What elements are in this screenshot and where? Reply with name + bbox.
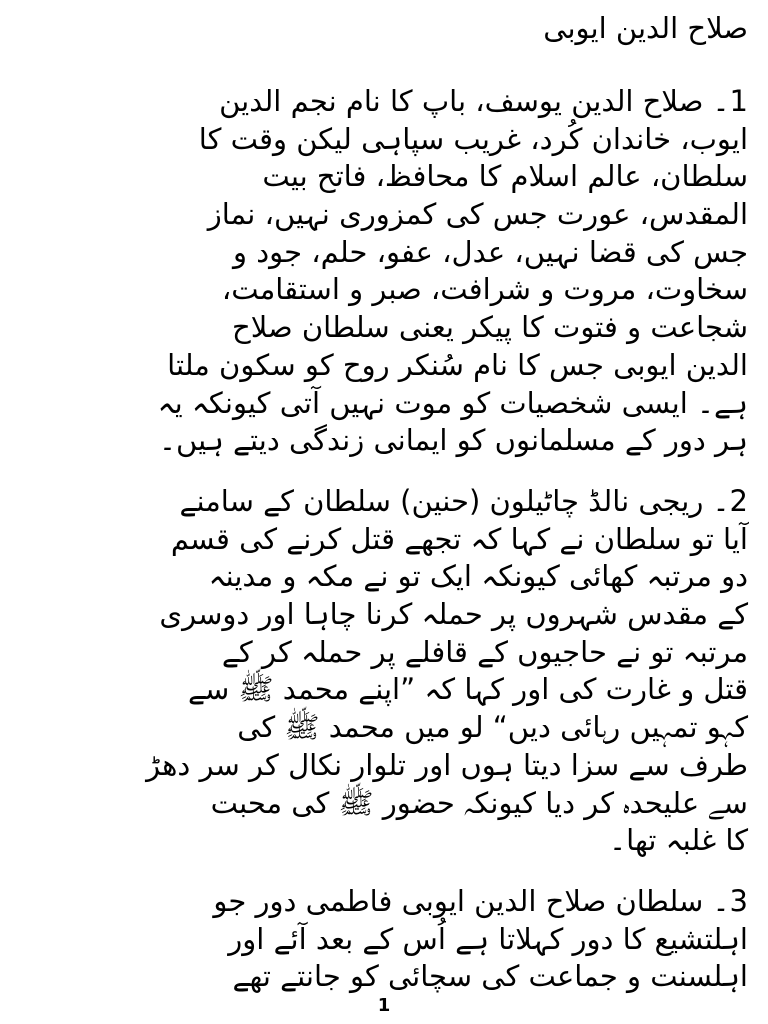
text-line: ہے۔ ایسی شخصیات کو موت نہیں آتی کیونکہ یہ <box>157 385 748 420</box>
text-line: آیا تو سلطان نے کہا کہ تجھے قتل کرنے کی قسم <box>170 521 748 556</box>
text-line: ہر دور کے مسلمانوں کو ایمانی زندگی دیتے ہیں۔ <box>159 423 748 458</box>
text-line: 2۔ ریجی نالڈ چاٹیلون (حنین) سلطان کے سامنے <box>179 484 748 518</box>
text-line: جس کی قضا نہیں، عدل، عفو، حلم، جود و <box>232 234 748 269</box>
text-line: کا غلبہ تھا۔ <box>609 823 748 858</box>
text-line: اہلتشیع کا دور کہلاتا ہے اُس کے بعد آئے اور <box>228 921 748 956</box>
paragraph-2 <box>8 483 748 860</box>
text-line: شجاعت و فتوت کا پیکر یعنی سلطان صلاح <box>232 310 748 345</box>
text-line: سے علیحدہ کر دیا کیونکہ حضور ﷺ کی محبت <box>210 785 748 820</box>
text-line: ایوب، خاندان کُرد، غریب سپاہی لیکن وقت کا <box>198 121 748 156</box>
text-line: اہلسنت و جماعت کی سچائی کو جانتے تھے <box>232 959 748 994</box>
text-line: 1۔ صلاح الدین یوسف، باپ کا نام نجم الدین <box>219 84 748 118</box>
paragraph-3 <box>8 883 748 996</box>
text-line: سلطان، عالم اسلام کا محافظ، فاتح بیت <box>262 159 748 194</box>
text-line: کہو تمہیں رہائی دیں“ لو میں محمد ﷺ کی <box>237 710 748 745</box>
document-title: صلاح الدین ایوبی <box>543 11 748 45</box>
text-line: دو مرتبہ کھائی کیونکہ ایک تو نے مکہ و مدینہ <box>208 559 748 594</box>
text-line: الدین ایوبی جس کا نام سُنکر روح کو سکون ملتا <box>167 347 748 382</box>
page-number: 1 <box>377 995 391 1016</box>
text-line: کے مقدس شہروں پر حملہ کرنا چاہا اور دوسری <box>159 597 748 632</box>
text-line: قتل و غارت کی اور کہا کہ ”اپنے محمد ﷺ سے <box>187 672 748 707</box>
text-line: طرف سے سزا دیتا ہوں اور تلوار نکال کر سر دھڑ <box>146 747 748 782</box>
text-line: مرتبہ تو نے حاجیوں کے قافلے پر حملہ کر کے <box>221 634 748 669</box>
text-line: 3۔ سلطان صلاح الدین ایوبی فاطمی دور جو <box>213 884 748 918</box>
text-line: سخاوت، مروت و شرافت، صبر و استقامت، <box>221 272 748 307</box>
text-line: المقدس، عورت جس کی کمزوری نہیں، نماز <box>207 197 748 232</box>
paragraph-1 <box>8 83 748 460</box>
